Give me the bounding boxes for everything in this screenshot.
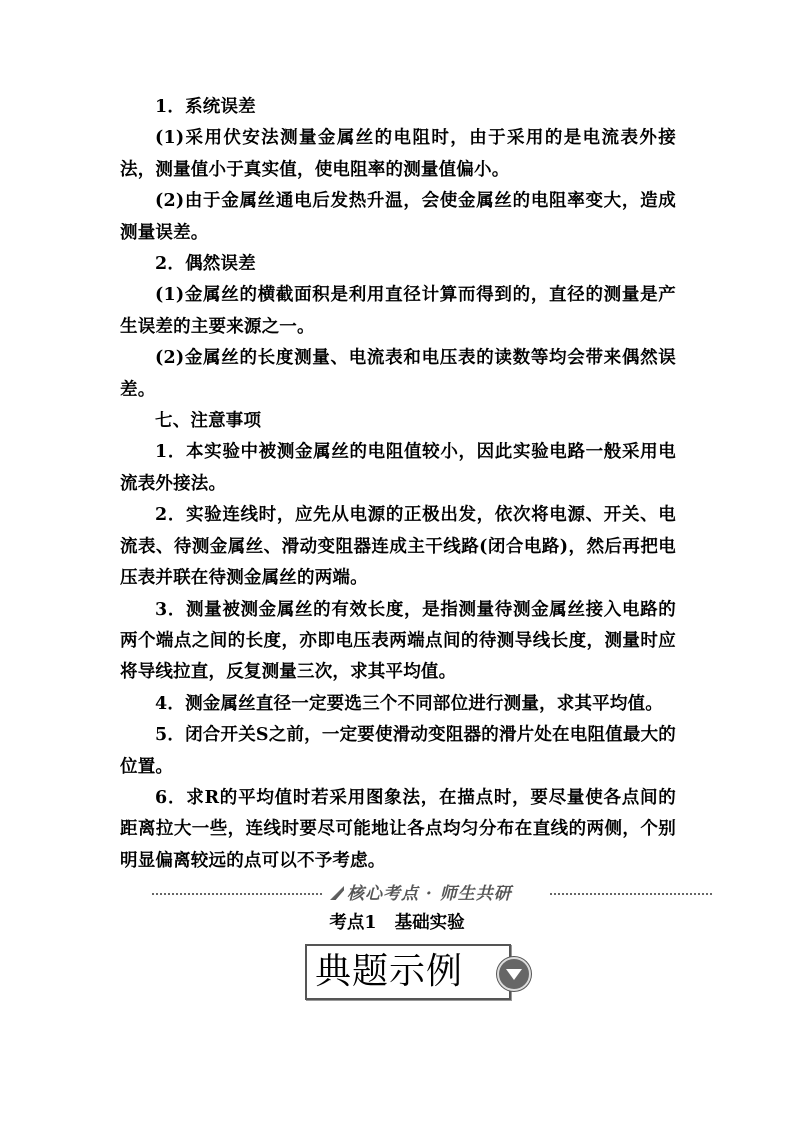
random-error-item-1: (1)金属丝的横截面积是利用直径计算而得到的，直径的测量是产生误差的主要来源之一。	[120, 285, 676, 337]
section-banner	[152, 880, 712, 908]
banner-label: 核心考点 · 师生共研	[330, 880, 545, 908]
sys-error-item-2: (2)由于金属丝通电后发热升温，会使金属丝的电阻率变大，造成测量误差。	[120, 191, 676, 243]
sys-error-item-1: (1)采用伏安法测量金属丝的电阻时，由于采用的是电流表外接法，测量值小于真实值，使电阻率的测量值偏小。	[120, 128, 676, 180]
random-error-item-2: (2)金属丝的长度测量、电流表和电压表的读数等均会带来偶然误差。	[120, 348, 676, 400]
section-name: 基础实验	[394, 913, 465, 933]
note-item-5: 5．闭合开关S之前，一定要使滑动变阻器的滑片处在电阻值最大的位置。	[120, 725, 676, 777]
body-text	[120, 92, 676, 877]
note-item-2: 2．实验连线时，应先从电源的正极出发，依次将电源、开关、电流表、待测金属丝、滑动变阻器连成主干线路(闭合电路)，然后再把电压表并联在待测金属丝的两端。	[120, 505, 676, 589]
banner-divider-left	[152, 893, 322, 895]
section-number: 考点1	[329, 913, 377, 933]
note-item-3: 3．测量被测金属丝的有效长度，是指测量待测金属丝接入电路的两个端点之间的长度，亦即电压表两端点间的待测导线长度，测量时应将导线拉直，反复测量三次，求其平均值。	[120, 599, 676, 683]
note-item-6: 6．求R的平均值时若采用图象法，在描点时，要尽量使各点间的距离拉大一些，连线时要尽可能地让各点均匀分布在直线的两侧，个别明显偏离较远的点可以不予考虑。	[120, 787, 676, 871]
banner-divider-right	[550, 893, 712, 895]
section-title	[0, 908, 794, 938]
down-triangle-icon	[497, 957, 531, 991]
random-error-heading: 2．偶然误差	[155, 254, 256, 275]
note-item-4: 4．测金属丝直径一定要选三个不同部位进行测量，求其平均值。	[155, 693, 663, 714]
example-label: 典题示例	[315, 951, 464, 992]
example-header-box	[305, 944, 511, 1000]
sys-error-heading: 1．系统误差	[155, 97, 256, 117]
note-item-1: 1．本实验中被测金属丝的电阻值较小，因此实验电路一般采用电流表外接法。	[120, 442, 676, 494]
pen-mark-icon	[330, 886, 344, 900]
notes-heading: 七、注意事项	[155, 411, 262, 432]
